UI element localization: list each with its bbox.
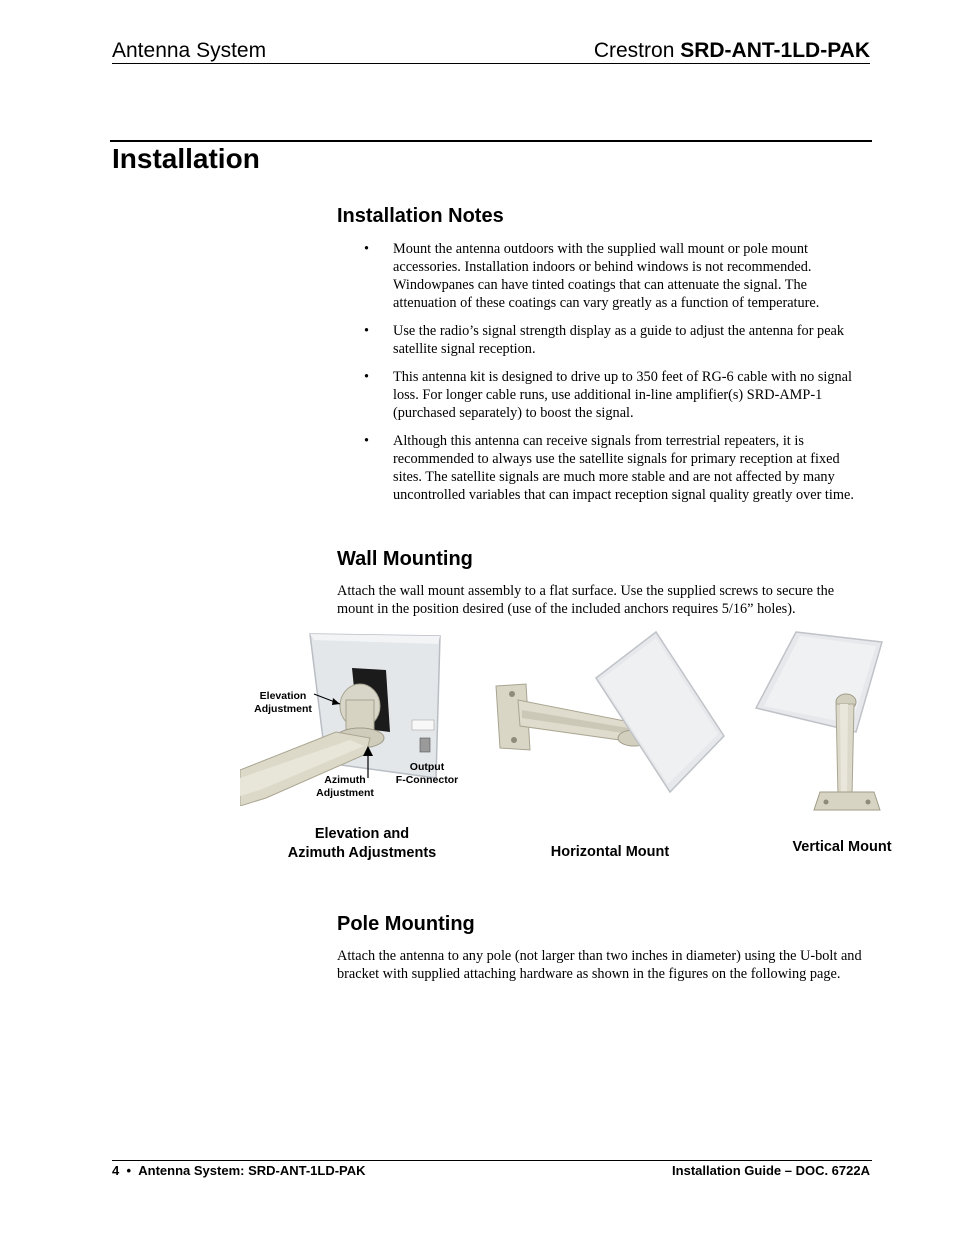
callout-line: Elevation [259,690,307,702]
bullet-text: This antenna kit is designed to drive up to 350 feet of RG-6 cable with no signal loss. For longer cable runs, use additional in-line amplifier(s) SRD-AMP-1 (purchased separately) to boost the signal. [393,369,852,421]
callout-line: F-Connector [395,774,459,786]
bullet-icon: • [364,433,370,449]
wall-mounting-heading: Wall Mounting [337,548,473,570]
wall-mounting-text: Attach the wall mount assembly to a flat surface. Use the supplied screws to secure the mount in the position desired (use of the included anchors requires 5/16” holes). [337,583,835,617]
azimuth-adjustment-callout [310,774,380,800]
brand-name: Crestron [593,39,675,62]
footer-rule [112,1160,872,1161]
footer-left [112,1163,366,1178]
installation-notes-heading: Installation Notes [337,205,504,227]
chapter-rule [110,140,872,142]
horizontal-mount-illustration [492,630,727,794]
running-header-title: Antenna System [112,39,267,62]
list-item [337,322,867,358]
vertical-mount-caption: Vertical Mount [792,839,892,855]
elevation-adjustment-callout [250,690,316,716]
bullet-text: Although this antenna can receive signals from terrestrial repeaters, it is recommended to always use the satellite signals for primary reception at fixed sites. The satellite signals are much more stable and are not affected by many uncontrolled variables that can impact reception signal quality greatly over time. [393,433,854,503]
callout-line: Adjustment [254,703,312,715]
bullet-icon: • [364,241,370,257]
caption-line: Azimuth Adjustments [287,845,437,861]
caption-line: Elevation and [314,826,410,842]
vertical-mount-illustration [752,624,888,816]
bullet-text: Mount the antenna outdoors with the supplied wall mount or pole mount accessories. Installation indoors or behind windows is not recommended. Windowpanes can have tinted coatings that can attenuate the signal. The attenuation of these coatings can vary greatly as a function of temperature. [393,241,820,311]
elevation-azimuth-caption [262,825,462,863]
callout-line: Azimuth [324,774,366,786]
model-number: SRD-ANT-1LD-PAK [680,39,870,62]
page-number: 4 [112,1163,120,1178]
vertical-mount-photo [752,624,888,816]
callout-line: Output [409,761,445,773]
bullet-icon: • [364,323,370,339]
footer-doc-number: Installation Guide – DOC. 6722A [672,1163,870,1178]
elevation-azimuth-photo [240,628,464,806]
footer-separator: • [126,1163,132,1178]
output-f-connector-callout [390,761,464,787]
horizontal-mount-photo [492,630,727,794]
pole-mounting-heading: Pole Mounting [337,913,475,935]
bullet-text: Use the radio’s signal strength display as a guide to adjust the antenna for peak satellite signal reception. [393,323,845,357]
horizontal-mount-caption: Horizontal Mount [550,844,670,860]
installation-notes-list [337,240,867,514]
list-item [337,240,867,312]
bullet-icon: • [364,369,370,385]
header-rule [112,63,870,64]
footer-doc-title: Antenna System: SRD-ANT-1LD-PAK [138,1163,366,1178]
running-header-product [594,39,870,63]
chapter-title: Installation [112,143,260,174]
list-item [337,368,867,422]
pole-mounting-text: Attach the antenna to any pole (not larger than two inches in diameter) using the U-bolt and bracket with supplied attaching hardware as shown in the figures on the following page. [337,948,862,982]
callout-line: Adjustment [316,787,374,799]
list-item [337,432,867,504]
